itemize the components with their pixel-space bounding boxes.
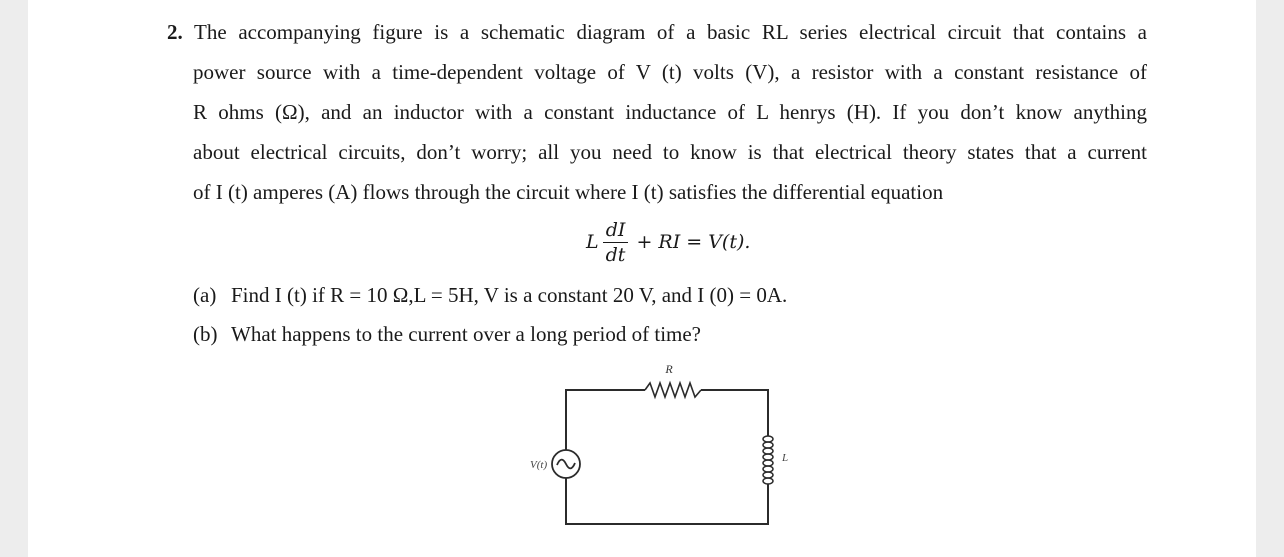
problem-line-5: of I (t) amperes (A) flows through the circuit where I (t) satisfies the differential equation xyxy=(193,180,944,204)
part-b-label: (b) xyxy=(193,322,218,346)
problem-line-2: power source with a time-dependent voltage of V (t) volts (V), a resistor with a constant resistance of xyxy=(193,60,1147,84)
circuit-wire xyxy=(566,390,768,452)
resistor-label: R xyxy=(665,362,673,376)
part-b-text: What happens to the current over a long period of time? xyxy=(231,322,701,346)
equation-coefficient: L xyxy=(586,231,599,253)
equation-denominator: dt xyxy=(605,243,626,266)
problem-line-3: R ohms (Ω), and an inductor with a constant inductance of L henrys (H). If you don’t know anything xyxy=(193,100,1147,124)
problem-statement xyxy=(167,12,1147,212)
circuit-wire-bottom xyxy=(566,476,768,524)
resistor-symbol xyxy=(645,383,701,397)
part-a-label: (a) xyxy=(193,283,217,307)
question-part-a xyxy=(193,283,787,308)
problem-number: 2. xyxy=(167,20,183,44)
question-part-b xyxy=(193,322,701,347)
inductor-label: L xyxy=(782,452,789,464)
equation-rest: + RI = V(t). xyxy=(636,231,751,253)
problem-line-1: 2. The accompanying figure is a schematic diagram of a basic RL series electrical circuit that contains a xyxy=(167,20,1148,44)
rl-circuit-diagram xyxy=(500,358,820,530)
source-label: V(t) xyxy=(530,459,548,471)
differential-equation xyxy=(0,212,1284,272)
part-a-text: Find I (t) if R = 10 Ω,L = 5H, V is a constant 20 V, and I (0) = 0A. xyxy=(231,283,788,307)
problem-line-4: about electrical circuits, don’t worry; all you need to know is that electrical theory states that a current xyxy=(193,140,1147,164)
inductor-symbol xyxy=(763,436,773,484)
equation-numerator: dI xyxy=(603,219,629,243)
equation-fraction xyxy=(603,219,629,266)
